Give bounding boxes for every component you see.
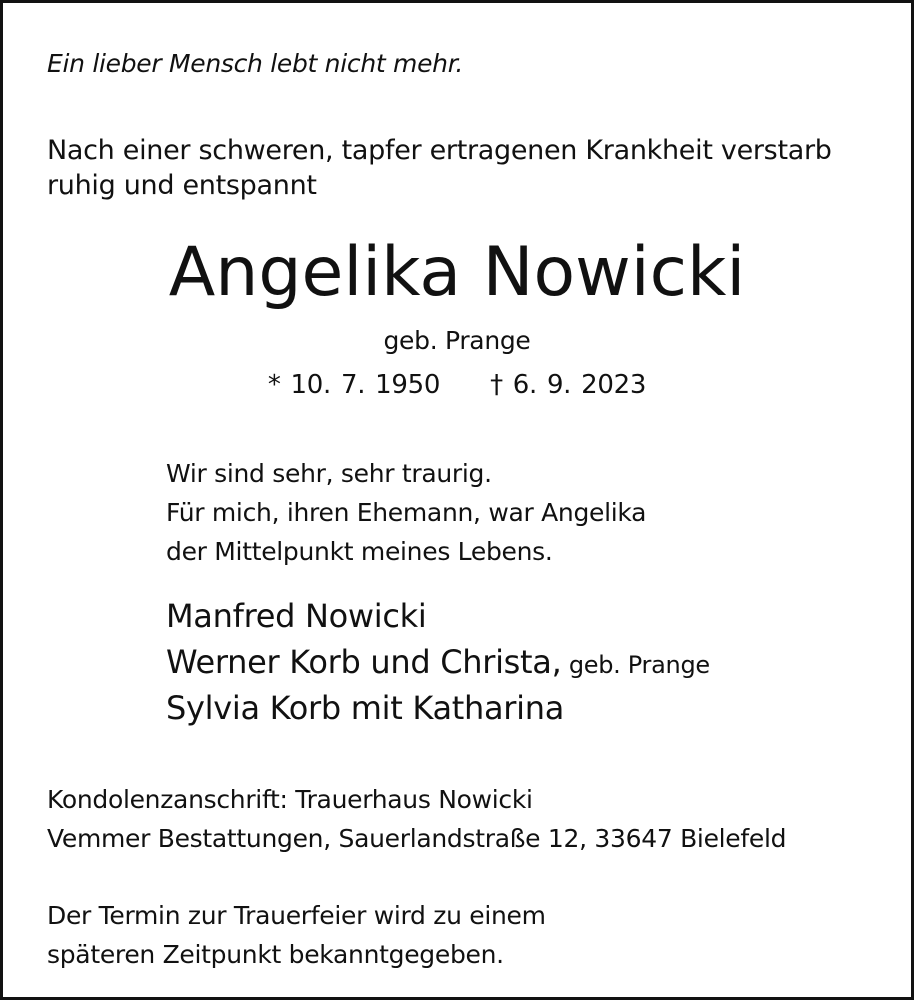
announcement-line-1: Nach einer schweren, tapfer ertragenen Krankheit verstarb	[47, 135, 832, 166]
mourner-name: Manfred Nowicki	[166, 597, 427, 635]
mourner-maiden-name: geb. Prange	[561, 651, 710, 679]
message-line-1: Wir sind sehr, sehr traurig.	[166, 459, 492, 488]
funeral-note-line-1: Der Termin zur Trauerfeier wird zu einem	[47, 901, 546, 930]
mourner-2	[166, 643, 710, 681]
message-line-3: der Mittelpunkt meines Lebens.	[166, 537, 553, 566]
maiden-name: geb. Prange	[383, 326, 531, 355]
announcement-line-2: ruhig und entspannt	[47, 170, 317, 201]
intro-line: Ein lieber Mensch lebt nicht mehr.	[47, 49, 464, 78]
funeral-note-line-2: späteren Zeitpunkt bekanntgegeben.	[47, 940, 504, 969]
condolence-line-1: Kondolenzanschrift: Trauerhaus Nowicki	[47, 785, 533, 814]
mourner-3	[166, 689, 565, 727]
deceased-name: Angelika Nowicki	[168, 233, 746, 312]
birth-date: * 10. 7. 1950	[267, 370, 441, 400]
death-date: † 6. 9. 2023	[490, 370, 647, 400]
message-line-2: Für mich, ihren Ehemann, war Angelika	[166, 498, 647, 527]
mourner-1	[166, 597, 427, 635]
mourner-name: Werner Korb und Christa,	[166, 643, 562, 681]
condolence-line-2: Vemmer Bestattungen, Sauerlandstraße 12, 33647 Bielefeld	[47, 824, 787, 853]
life-dates	[3, 372, 911, 398]
mourner-name: Sylvia Korb mit Katharina	[166, 689, 565, 727]
